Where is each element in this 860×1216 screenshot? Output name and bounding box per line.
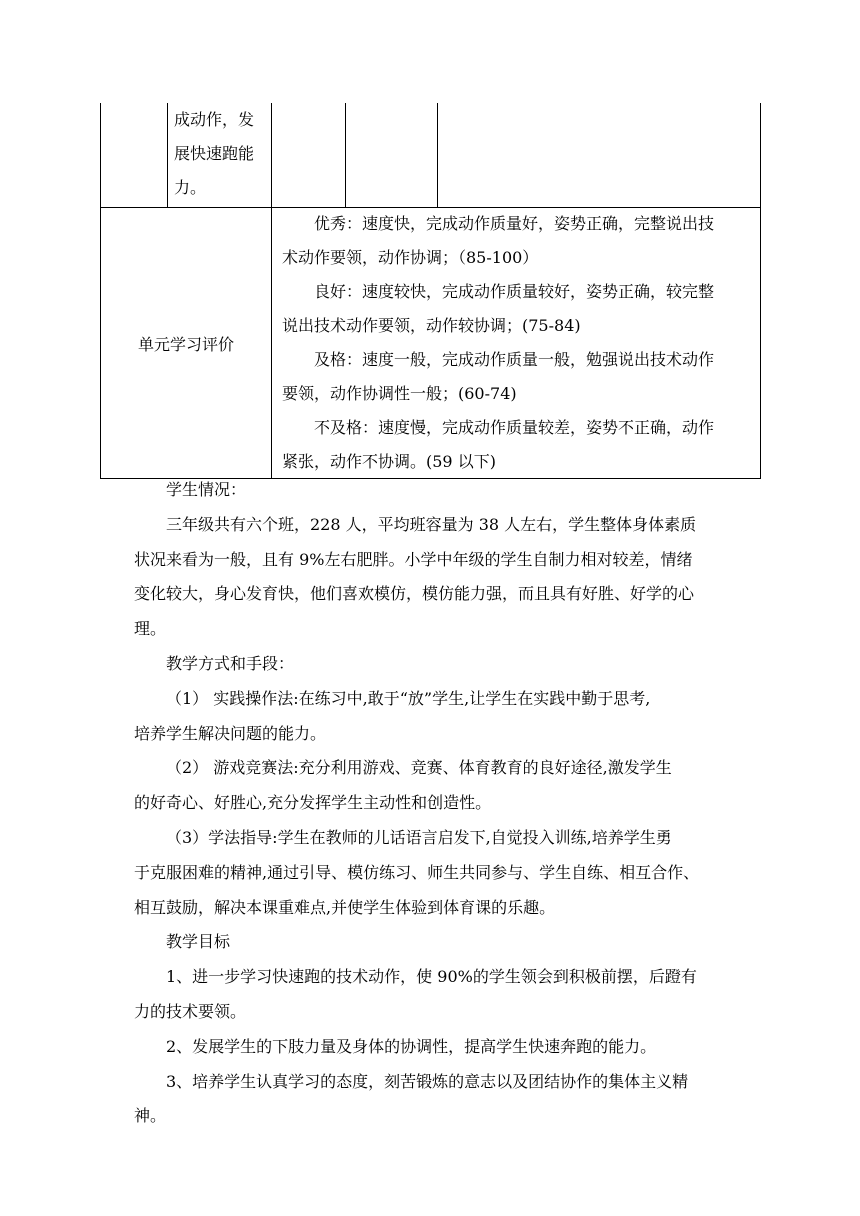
table-inner-line-3 — [345, 103, 346, 207]
paragraph-line: 培养学生解决问题的能力。 — [134, 723, 327, 743]
paragraph-line: 3、培养学生认真学习的态度，刻苦锻炼的意志以及团结协作的集体主义精 — [166, 1071, 689, 1091]
unit-eval-line: 良好：速度较快，完成动作质量较好，姿势正确，较完整 — [314, 282, 715, 301]
unit-eval-line: 说出技术动作要领，动作较协调；(75-84) — [282, 316, 581, 335]
paragraph-line: 学生情况： — [166, 480, 247, 499]
paragraph-line: 教学目标 — [166, 932, 231, 952]
paragraph-line: （1） 实践操作法:在练习中,敢于“放”学生,让学生在实践中勤于思考, — [166, 688, 651, 708]
paragraph-line: 神。 — [134, 1106, 167, 1126]
unit-table — [100, 103, 761, 479]
paragraph-line: 三年级共有六个班，228 人，平均班容量为 38 人左右，学生整体身体素质 — [166, 514, 697, 534]
paragraph-line: 力的技术要领。 — [134, 1001, 247, 1021]
unit-eval-line: 要领，动作协调性一般；(60-74) — [282, 384, 517, 403]
continued-content-cell — [170, 103, 270, 205]
table-inner-line-4 — [437, 103, 438, 207]
unit-eval-label-cell — [100, 207, 272, 479]
paragraph-line: （2） 游戏竞赛法:充分利用游戏、竞赛、体育教育的良好途径,激发学生 — [166, 758, 672, 778]
continued-line: 展快速跑能 — [174, 144, 255, 163]
paragraph-line: 理。 — [134, 619, 167, 639]
paragraph-line: 于克服困难的精神,通过引导、模仿练习、师生共同参与、学生自练、相互合作、 — [134, 862, 700, 882]
unit-eval-content-cell — [272, 207, 761, 479]
table-inner-line-1 — [167, 103, 168, 207]
unit-eval-line: 紧张，动作不协调。(59 以下) — [282, 452, 496, 471]
unit-eval-line: 不及格：速度慢，完成动作质量较差，姿势不正确，动作 — [314, 418, 715, 437]
unit-eval-line: 及格：速度一般，完成动作质量一般，勉强说出技术动作 — [314, 350, 715, 369]
paragraph-line: 1、进一步学习快速跑的技术动作，使 90%的学生领会到积极前摆，后蹬有 — [166, 967, 697, 987]
paragraph-line: 教学方式和手段： — [166, 653, 295, 673]
unit-eval-label: 单元学习评价 — [137, 334, 234, 354]
paragraph-line: （3）学法指导:学生在教师的儿话语言启发下,自觉投入训练,培养学生勇 — [166, 827, 672, 847]
paragraph-line: 状况来看为一般，且有 9%左右肥胖。小学中年级的学生自制力相对较差，情绪 — [134, 549, 693, 569]
paragraph-line: 变化较大，身心发育快，他们喜欢模仿，模仿能力强，而且具有好胜、好学的心 — [134, 584, 695, 604]
continued-line: 成动作，发 — [174, 110, 255, 129]
paragraph-line: 的好奇心、好胜心,充分发挥学生主动性和创造性。 — [134, 793, 492, 813]
unit-eval-line: 优秀：速度快，完成动作质量好，姿势正确，完整说出技 — [314, 214, 715, 233]
paragraph-line: 相互鼓励，解决本课重难点,并使学生体验到体育课的乐趣。 — [134, 897, 556, 917]
body-text — [134, 473, 766, 1134]
continued-line: 力。 — [174, 178, 207, 197]
paragraph-line: 2、发展学生的下肢力量及身体的协调性，提高学生快速奔跑的能力。 — [166, 1036, 657, 1056]
unit-eval-line: 术动作要领，动作协调；（85-100） — [282, 248, 539, 267]
